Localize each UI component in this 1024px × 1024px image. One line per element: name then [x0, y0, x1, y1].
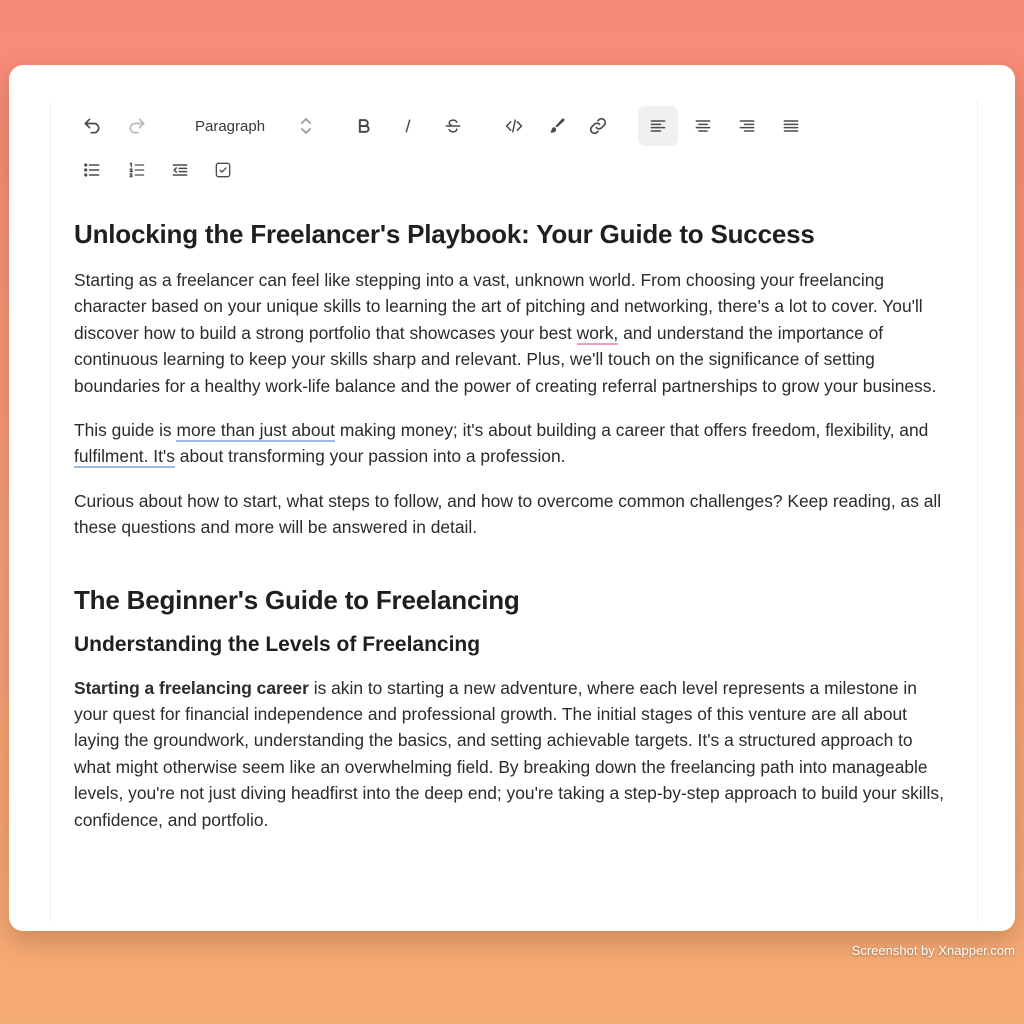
strikethrough-icon — [443, 116, 463, 136]
link-button[interactable] — [578, 106, 618, 146]
code-icon — [504, 116, 524, 136]
document-title: Unlocking the Freelancer's Playbook: Your Guide to Success — [74, 219, 815, 249]
highlight-button[interactable] — [537, 106, 577, 146]
align-left-icon — [648, 116, 668, 136]
document-content[interactable] — [74, 217, 954, 851]
block-type-label: Paragraph — [195, 117, 266, 135]
intro-paragraph-2-text-a: This guide is — [74, 420, 177, 441]
redo-button[interactable] — [117, 106, 157, 146]
ordered-list-button[interactable] — [117, 150, 157, 190]
section-paragraph-1 — [74, 675, 954, 833]
code-button[interactable] — [494, 106, 534, 146]
redo-icon — [127, 116, 147, 136]
outdent-button[interactable] — [160, 150, 200, 190]
section-heading: The Beginner's Guide to Freelancing — [74, 584, 520, 615]
editor-window — [9, 65, 1015, 931]
task-list-button[interactable] — [203, 150, 243, 190]
watermark: Screenshot by Xnapper.com — [851, 943, 1015, 958]
align-justify-button[interactable] — [771, 106, 811, 146]
italic-button[interactable] — [388, 106, 428, 146]
intro-paragraph-2-text-b: making money; it's about building a career that offers freedom, flexibility, and — [335, 420, 929, 441]
intro-paragraph-1 — [74, 267, 954, 399]
align-right-icon — [737, 116, 757, 136]
undo-icon — [82, 116, 102, 136]
paintbrush-icon — [547, 116, 567, 136]
intro-paragraph-3: Curious about how to start, what steps to follow, and how to overcome common challenges? Keep reading, as all these questions and more will be answered in detail. — [74, 490, 942, 538]
bullet-list-button[interactable] — [72, 150, 112, 190]
link-icon — [588, 116, 608, 136]
align-right-button[interactable] — [727, 106, 767, 146]
grammar-flag[interactable]: more than just about — [176, 420, 336, 441]
ordered-list-icon — [127, 160, 147, 180]
section-paragraph-1-text: is akin to starting a new adventure, where each level represents a milestone in your quest for financial independence and professional growth. The initial stages of this venture are all about laying the groundwork, understanding the basics, and setting achievable targets. It's a structured approach to what might otherwise seem like an overwhelming field. By breaking down the freelancing path into manageable levels, you're not just diving headfirst into the deep end; you're taking a step-by-step approach to build your skills, confidence, and portfolio. — [74, 677, 944, 830]
checkbox-icon — [213, 160, 233, 180]
italic-icon — [398, 116, 418, 136]
intro-paragraph-1-text-b: and understand the importance of continuous learning to keep your skills sharp and relevant. Plus, we'll touch on the significance of setting boundaries for a healthy work-life balance and the power of creating referral partnerships to grow your business. — [74, 322, 937, 396]
outdent-icon — [170, 160, 190, 180]
bold-icon — [354, 116, 374, 136]
strikethrough-button[interactable] — [433, 106, 473, 146]
undo-button[interactable] — [72, 106, 112, 146]
align-justify-icon — [781, 116, 801, 136]
chevron-up-down-icon — [299, 117, 313, 135]
grammar-flag[interactable]: fulfilment. It's — [74, 446, 175, 467]
align-left-button[interactable] — [638, 106, 678, 146]
bullet-list-icon — [82, 160, 102, 180]
rich-text-editor — [50, 101, 978, 921]
intro-paragraph-1-text-a: Starting as a freelancer can feel like stepping into a vast, unknown world. From choosing your freelancing character based on your unique skills to learning the art of pitching and networking, there's a lot to cover. You'll discover how to build a strong portfolio that showcases your best — [74, 270, 923, 343]
align-center-icon — [693, 116, 713, 136]
bold-text: Starting a freelancing career — [74, 677, 309, 698]
sub-heading: Understanding the Levels of Freelancing — [74, 632, 481, 656]
bold-button[interactable] — [344, 106, 384, 146]
spelling-flag[interactable]: work, — [576, 322, 619, 343]
intro-paragraph-2 — [74, 417, 954, 470]
intro-paragraph-2-text-c: about transforming your passion into a profession. — [174, 446, 566, 467]
block-type-select[interactable] — [185, 106, 315, 146]
align-center-button[interactable] — [683, 106, 723, 146]
